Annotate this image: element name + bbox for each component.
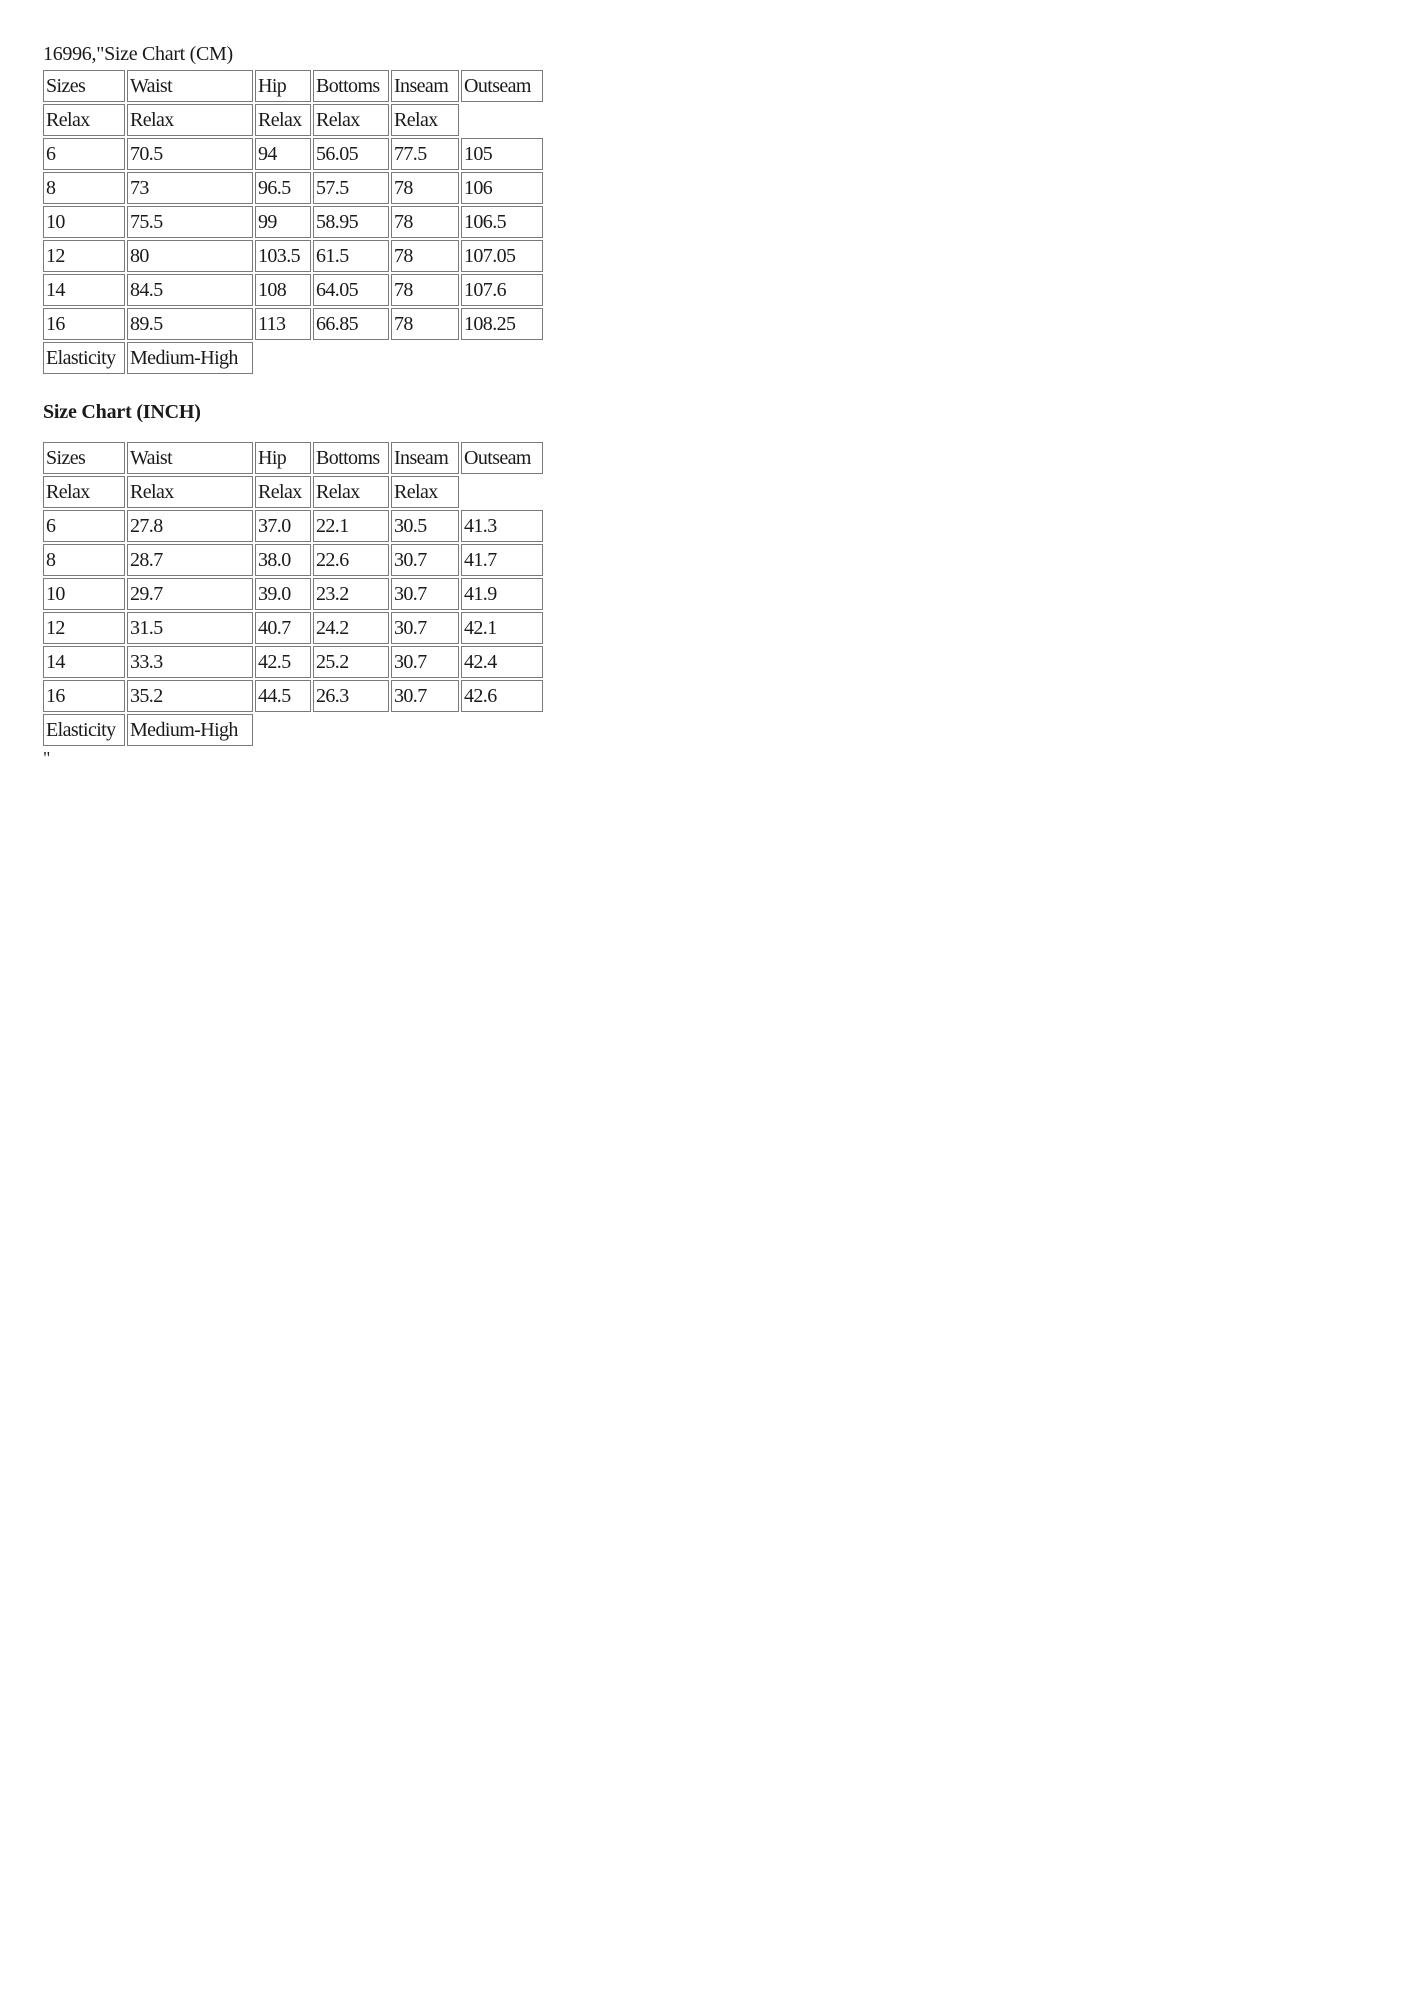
table-cell: 30.7 [391, 578, 459, 610]
table-cell: 8 [43, 544, 125, 576]
closing-quote: " [43, 748, 51, 768]
table-cell: 106.5 [461, 206, 543, 238]
table-cell: 77.5 [391, 138, 459, 170]
table-cell: 22.1 [313, 510, 389, 542]
column-header: Hip [255, 70, 311, 102]
table-cell: 35.2 [127, 680, 253, 712]
table-cell: 24.2 [313, 612, 389, 644]
table-cell: 33.3 [127, 646, 253, 678]
table-cell: 80 [127, 240, 253, 272]
table-cell: 16 [43, 308, 125, 340]
table-cell: 78 [391, 274, 459, 306]
table-row [43, 172, 543, 204]
table-row [43, 578, 543, 610]
table-cell: 84.5 [127, 274, 253, 306]
table-cell: 61.5 [313, 240, 389, 272]
table-cell: 29.7 [127, 578, 253, 610]
column-header: Inseam [391, 70, 459, 102]
table-cell: 26.3 [313, 680, 389, 712]
table-cell: 44.5 [255, 680, 311, 712]
table-cell: Relax [255, 104, 311, 136]
table-cell: 105 [461, 138, 543, 170]
elasticity-label: Elasticity [43, 342, 125, 374]
size-chart-inch-body [43, 442, 543, 746]
table-cell: 78 [391, 240, 459, 272]
table-cell: 108.25 [461, 308, 543, 340]
table-cell: 39.0 [255, 578, 311, 610]
table-cell: 73 [127, 172, 253, 204]
table-cell: Relax [313, 104, 389, 136]
table-cell: 57.5 [313, 172, 389, 204]
table-cell: 41.3 [461, 510, 543, 542]
table-cell: 66.85 [313, 308, 389, 340]
table-cell: 30.7 [391, 544, 459, 576]
table-cell: Relax [43, 476, 125, 508]
elasticity-value: Medium-High [127, 714, 253, 746]
table-row [43, 206, 543, 238]
table-row [43, 138, 543, 170]
table-row [43, 476, 543, 508]
table-cell: Relax [43, 104, 125, 136]
table-cell: 107.6 [461, 274, 543, 306]
table-cell: 30.7 [391, 612, 459, 644]
header-row [43, 70, 543, 102]
table-cell: 31.5 [127, 612, 253, 644]
table-cell: 16 [43, 680, 125, 712]
table-cell: 40.7 [255, 612, 311, 644]
table-row [43, 104, 543, 136]
header-row [43, 442, 543, 474]
table-cell: 70.5 [127, 138, 253, 170]
table-cell: Relax [255, 476, 311, 508]
table-cell: 78 [391, 206, 459, 238]
table-cell: 41.7 [461, 544, 543, 576]
table-cell: 107.05 [461, 240, 543, 272]
table-cell: 99 [255, 206, 311, 238]
elasticity-label: Elasticity [43, 714, 125, 746]
table-cell: 12 [43, 612, 125, 644]
table-cell: 58.95 [313, 206, 389, 238]
table-cell: 94 [255, 138, 311, 170]
table-cell: Relax [391, 476, 459, 508]
table-row [43, 274, 543, 306]
table-row [43, 680, 543, 712]
column-header: Hip [255, 442, 311, 474]
table-cell: 113 [255, 308, 311, 340]
column-header: Outseam [461, 442, 543, 474]
table-cell: Relax [127, 104, 253, 136]
table-row [43, 240, 543, 272]
inch-section-title: Size Chart (INCH) [43, 401, 201, 423]
table-row [43, 510, 543, 542]
table-cell: 42.6 [461, 680, 543, 712]
table-cell: Relax [391, 104, 459, 136]
column-header: Bottoms [313, 442, 389, 474]
column-header: Sizes [43, 70, 125, 102]
table-cell: 38.0 [255, 544, 311, 576]
table-cell: 56.05 [313, 138, 389, 170]
document-title: 16996,"Size Chart (CM) [43, 43, 233, 65]
table-cell: Relax [313, 476, 389, 508]
table-cell: 42.4 [461, 646, 543, 678]
column-header: Inseam [391, 442, 459, 474]
table-cell: 41.9 [461, 578, 543, 610]
document-page [43, 42, 545, 767]
elasticity-row [43, 714, 543, 746]
elasticity-value: Medium-High [127, 342, 253, 374]
table-cell: 96.5 [255, 172, 311, 204]
table-cell: 30.5 [391, 510, 459, 542]
size-chart-cm-body [43, 70, 543, 374]
table-cell: 22.6 [313, 544, 389, 576]
column-header: Sizes [43, 442, 125, 474]
table-cell: 14 [43, 274, 125, 306]
table-cell: 78 [391, 172, 459, 204]
table-cell: 103.5 [255, 240, 311, 272]
table-cell: 64.05 [313, 274, 389, 306]
column-header: Waist [127, 442, 253, 474]
table-cell: Relax [127, 476, 253, 508]
column-header: Bottoms [313, 70, 389, 102]
table-row [43, 646, 543, 678]
table-cell: 42.1 [461, 612, 543, 644]
size-chart-cm-table [41, 68, 545, 376]
table-cell: 30.7 [391, 680, 459, 712]
table-cell: 10 [43, 206, 125, 238]
table-cell: 106 [461, 172, 543, 204]
table-cell: 89.5 [127, 308, 253, 340]
column-header: Outseam [461, 70, 543, 102]
table-row [43, 544, 543, 576]
table-cell: 75.5 [127, 206, 253, 238]
table-cell: 14 [43, 646, 125, 678]
table-cell: 42.5 [255, 646, 311, 678]
table-cell: 108 [255, 274, 311, 306]
table-cell: 10 [43, 578, 125, 610]
table-cell [461, 476, 543, 508]
table-cell: 30.7 [391, 646, 459, 678]
table-row [43, 308, 543, 340]
table-cell: 23.2 [313, 578, 389, 610]
column-header: Waist [127, 70, 253, 102]
table-cell [461, 104, 543, 136]
table-cell: 27.8 [127, 510, 253, 542]
table-cell: 6 [43, 138, 125, 170]
table-cell: 12 [43, 240, 125, 272]
table-row [43, 612, 543, 644]
table-cell: 37.0 [255, 510, 311, 542]
table-cell: 8 [43, 172, 125, 204]
table-cell: 78 [391, 308, 459, 340]
elasticity-row [43, 342, 543, 374]
table-cell: 6 [43, 510, 125, 542]
size-chart-inch-table [41, 440, 545, 748]
table-cell: 28.7 [127, 544, 253, 576]
table-cell: 25.2 [313, 646, 389, 678]
